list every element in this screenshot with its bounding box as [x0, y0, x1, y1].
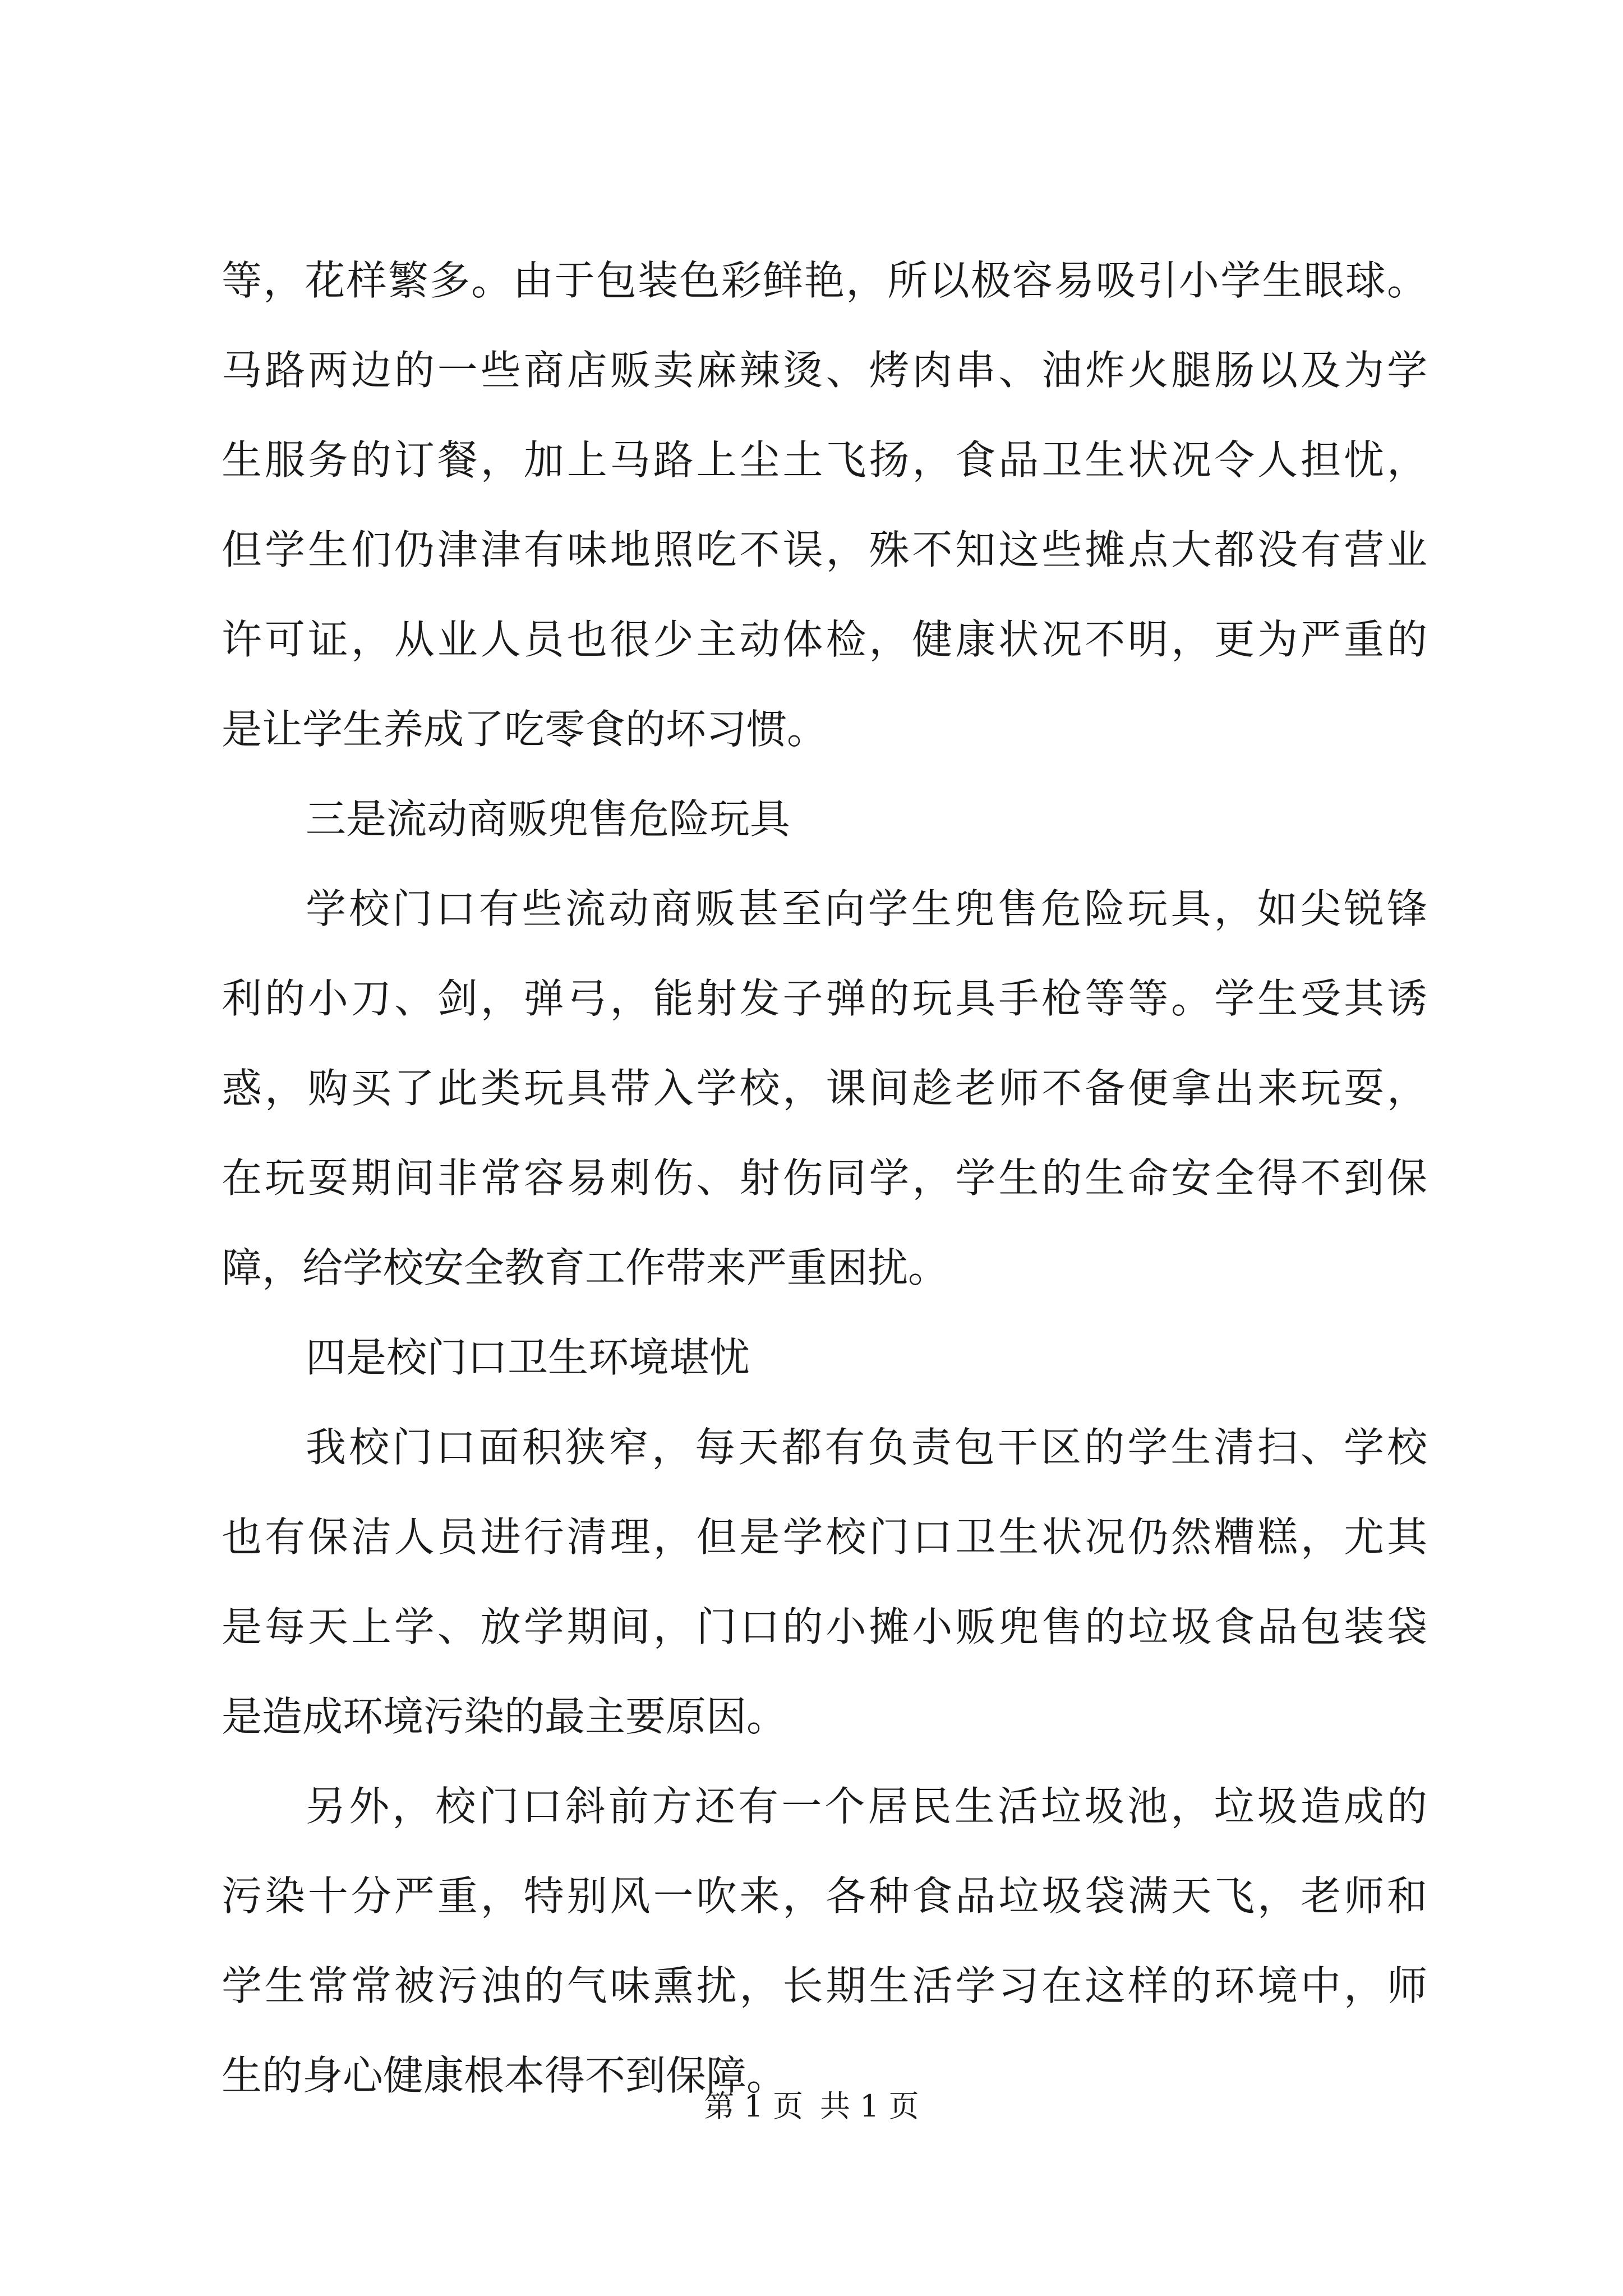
page-number: 第 1 页 [704, 2088, 803, 2124]
paragraph-line: 另外，校门口斜前方还有一个居民生活垃圾池，垃圾造成的 [306, 1783, 1427, 1830]
page-total: 共 1 页 [820, 2088, 919, 2124]
paragraph-line: 学校门口有些流动商贩甚至向学生兜售危险玩具，如尖锐锋 [306, 885, 1427, 932]
paragraph-line: 障，给学校安全教育工作带来严重困扰。 [222, 1244, 949, 1291]
paragraph-line: 等，花样繁多。由于包装色彩鲜艳，所以极容易吸引小学生眼球。 [222, 257, 1427, 304]
document-body [222, 236, 1427, 2120]
paragraph-line: 学生常常被污浊的气味熏扰，长期生活学习在这样的环境中，师 [222, 1962, 1427, 2009]
section-heading: 四是校门口卫生环境堪忧 [306, 1334, 750, 1381]
section-heading: 三是流动商贩兜售危险玩具 [306, 795, 791, 843]
paragraph-line: 惑，购买了此类玩具带入学校，课间趁老师不备便拿出来玩耍， [222, 1065, 1427, 1112]
paragraph-line: 但学生们仍津津有味地照吃不误，殊不知这些摊点大都没有营业 [222, 526, 1427, 573]
page-footer [0, 2084, 1623, 2129]
paragraph-line: 利的小刀、剑，弹弓，能射发子弹的玩具手枪等等。学生受其诱 [222, 975, 1427, 1022]
paragraph-line: 在玩耍期间非常容易刺伤、射伤同学，学生的生命安全得不到保 [222, 1154, 1427, 1202]
paragraph-line: 是每天上学、放学期间，门口的小摊小贩兜售的垃圾食品包装袋 [222, 1603, 1427, 1650]
paragraph-line: 许可证，从业人员也很少主动体检，健康状况不明，更为严重的 [222, 616, 1427, 663]
paragraph-line: 污染十分严重，特别风一吹来，各种食品垃圾袋满天飞，老师和 [222, 1872, 1427, 1920]
paragraph-line: 也有保洁人员进行清理，但是学校门口卫生状况仍然糟糕，尤其 [222, 1513, 1427, 1561]
paragraph-line: 马路两边的一些商店贩卖麻辣烫、烤肉串、油炸火腿肠以及为学 [222, 347, 1427, 394]
paragraph-line: 我校门口面积狭窄，每天都有负责包干区的学生清扫、学校 [306, 1424, 1427, 1471]
paragraph-line: 生服务的订餐，加上马路上尘土飞扬，食品卫生状况令人担忧， [222, 436, 1427, 484]
paragraph-line: 生的身心健康根本得不到保障。 [222, 2052, 787, 2099]
paragraph-line: 是造成环境污染的最主要原因。 [222, 1693, 787, 1740]
paragraph-line: 是让学生养成了吃零食的坏习惯。 [222, 706, 828, 753]
